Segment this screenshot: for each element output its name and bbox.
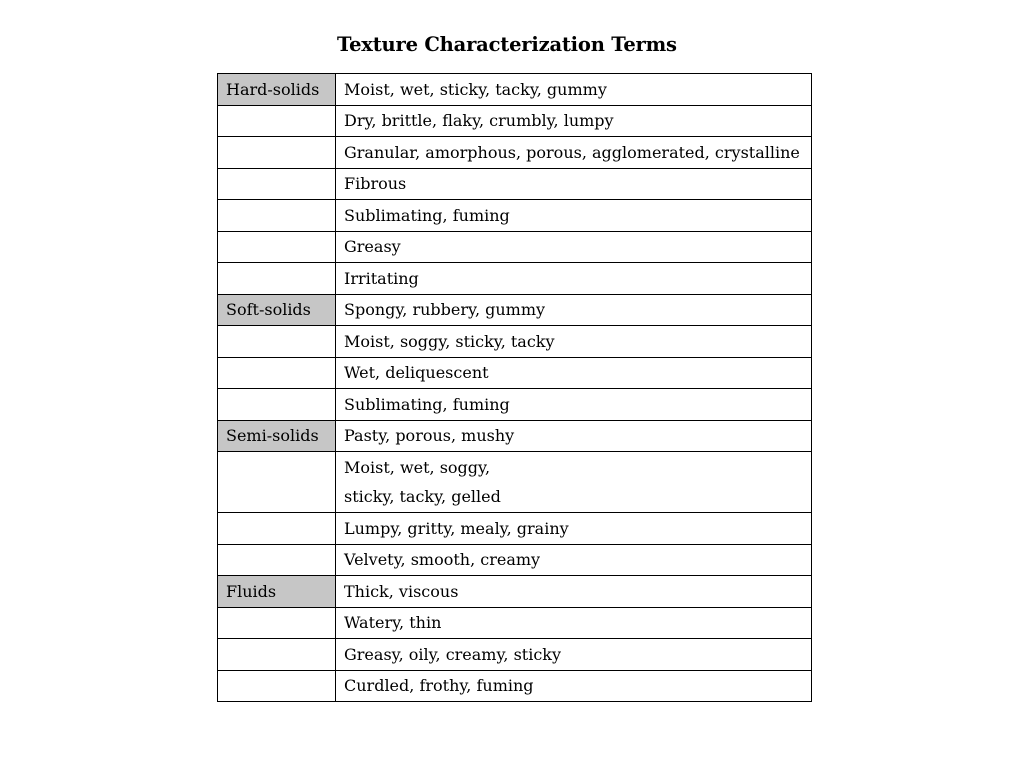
terms-cell bbox=[336, 326, 812, 358]
term-line: Irritating bbox=[344, 268, 419, 288]
table-row bbox=[218, 326, 812, 358]
table-row bbox=[218, 263, 812, 295]
category-cell: Hard-solids bbox=[218, 74, 336, 106]
terms-cell bbox=[336, 607, 812, 639]
term-line: Dry, brittle, flaky, crumbly, lumpy bbox=[344, 111, 614, 131]
terms-cell bbox=[336, 74, 812, 106]
empty-category-cell bbox=[218, 105, 336, 137]
empty-category-cell bbox=[218, 263, 336, 295]
empty-category-cell bbox=[218, 389, 336, 421]
empty-category-cell bbox=[218, 513, 336, 545]
term-line: Moist, soggy, sticky, tacky bbox=[344, 331, 555, 351]
table-row bbox=[218, 231, 812, 263]
table-row bbox=[218, 544, 812, 576]
term-line: Thick, viscous bbox=[344, 581, 459, 601]
empty-category-cell bbox=[218, 326, 336, 358]
table-row bbox=[218, 294, 812, 326]
terms-cell bbox=[336, 263, 812, 295]
empty-category-cell bbox=[218, 357, 336, 389]
texture-terms-table bbox=[217, 73, 812, 702]
term-line: Velvety, smooth, creamy bbox=[344, 550, 541, 570]
terms-cell bbox=[336, 576, 812, 608]
table-row bbox=[218, 357, 812, 389]
category-cell: Soft-solids bbox=[218, 294, 336, 326]
table-row bbox=[218, 420, 812, 452]
table-row bbox=[218, 200, 812, 232]
term-line: Sublimating, fuming bbox=[344, 205, 510, 225]
term-line: Watery, thin bbox=[344, 613, 442, 633]
term-line: Lumpy, gritty, mealy, grainy bbox=[344, 518, 569, 538]
terms-cell bbox=[336, 200, 812, 232]
empty-category-cell bbox=[218, 639, 336, 671]
terms-cell bbox=[336, 389, 812, 421]
term-line: Granular, amorphous, porous, agglomerated, crystalline bbox=[344, 142, 800, 162]
terms-cell bbox=[336, 231, 812, 263]
term-line: Pasty, porous, mushy bbox=[344, 426, 515, 446]
term-line: Greasy, oily, creamy, sticky bbox=[344, 644, 562, 664]
table-row bbox=[218, 74, 812, 106]
terms-cell bbox=[336, 452, 812, 513]
term-line: Moist, wet, soggy, bbox=[344, 458, 491, 477]
empty-category-cell bbox=[218, 607, 336, 639]
table-body bbox=[218, 74, 812, 702]
empty-category-cell bbox=[218, 231, 336, 263]
term-line: Curdled, frothy, fuming bbox=[344, 676, 534, 696]
terms-cell bbox=[336, 420, 812, 452]
term-line: Spongy, rubbery, gummy bbox=[344, 300, 546, 320]
term-line: Moist, wet, sticky, tacky, gummy bbox=[344, 79, 607, 99]
table-row bbox=[218, 639, 812, 671]
empty-category-cell bbox=[218, 200, 336, 232]
terms-cell bbox=[336, 513, 812, 545]
term-line: sticky, tacky, gelled bbox=[344, 487, 501, 506]
terms-cell bbox=[336, 639, 812, 671]
term-line: Wet, deliquescent bbox=[344, 363, 489, 383]
terms-cell bbox=[336, 105, 812, 137]
table-row bbox=[218, 452, 812, 513]
table-row bbox=[218, 670, 812, 702]
empty-category-cell bbox=[218, 168, 336, 200]
terms-cell bbox=[336, 357, 812, 389]
category-cell: Semi-solids bbox=[218, 420, 336, 452]
table-row bbox=[218, 137, 812, 169]
term-line: Sublimating, fuming bbox=[344, 394, 510, 414]
terms-cell bbox=[336, 137, 812, 169]
empty-category-cell bbox=[218, 452, 336, 513]
terms-cell bbox=[336, 670, 812, 702]
empty-category-cell bbox=[218, 544, 336, 576]
table-row bbox=[218, 168, 812, 200]
empty-category-cell bbox=[218, 137, 336, 169]
table-row bbox=[218, 389, 812, 421]
page-title: Texture Characterization Terms bbox=[337, 33, 677, 56]
empty-category-cell bbox=[218, 670, 336, 702]
table-row bbox=[218, 513, 812, 545]
category-cell: Fluids bbox=[218, 576, 336, 608]
term-line: Greasy bbox=[344, 237, 401, 257]
terms-cell bbox=[336, 168, 812, 200]
terms-cell bbox=[336, 294, 812, 326]
table-row bbox=[218, 607, 812, 639]
term-line: Fibrous bbox=[344, 174, 407, 194]
table-row bbox=[218, 576, 812, 608]
table-row bbox=[218, 105, 812, 137]
terms-cell bbox=[336, 544, 812, 576]
